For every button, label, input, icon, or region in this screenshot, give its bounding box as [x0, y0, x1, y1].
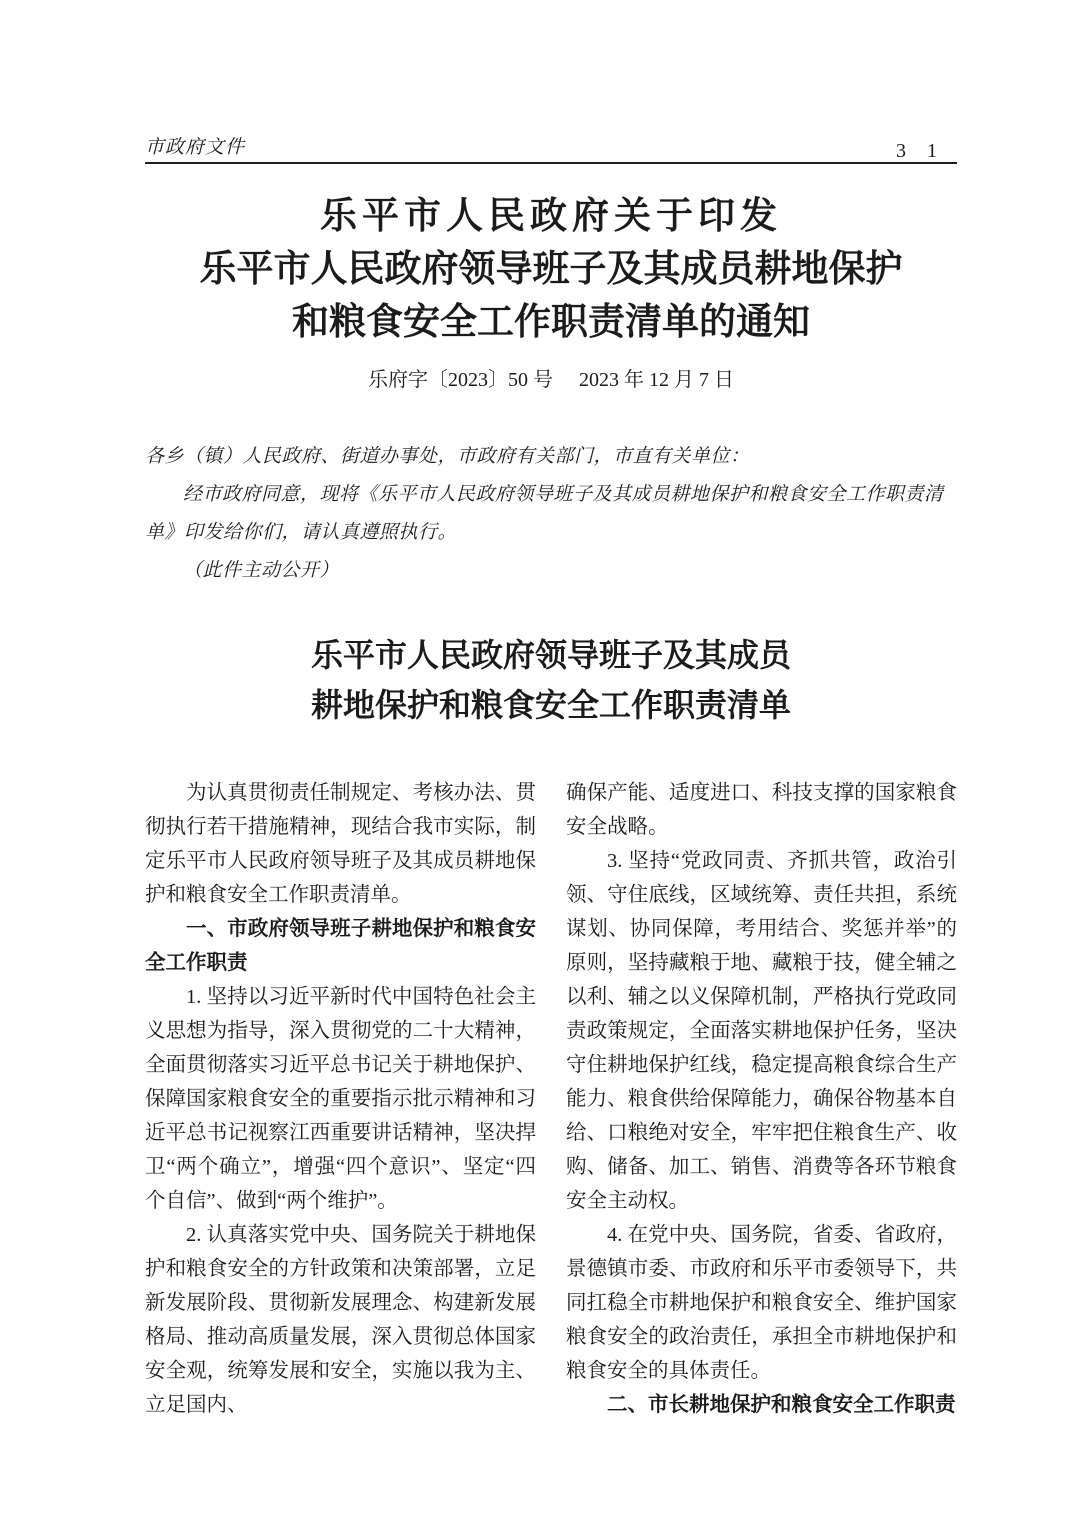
- running-header: [145, 132, 957, 164]
- notice-opening-block: [145, 438, 957, 590]
- issue-date: 2023 年 12 月 7 日: [579, 369, 734, 391]
- paragraph: 为认真贯彻责任制规定、考核办法、贯彻执行若干措施精神，现结合我市实际，制定乐平市人民政府领导班子及其成员耕地保护和粮食安全工作职责清单。: [145, 782, 536, 906]
- attachment-title: [145, 630, 957, 730]
- page-content: [145, 132, 957, 1422]
- paragraph: 3. 坚持“党政同责、齐抓共管，政治引领、守住底线，区域统筹、责任共担，系统谋划、协同保障，考用结合、奖惩并举”的原则，坚持藏粮于地、藏粮于技，健全辅之以利、辅之以义保障机制，严格执行党政同责政策规定，全面落实耕地保护任务，坚决守住耕地保护红线，稳定提高粮食综合生产能力、粮食供给保障能力，确保谷物基本自给、口粮绝对安全，牢牢把住粮食生产、收购、储备、加工、销售、消费等各环节粮食安全主动权。: [566, 850, 957, 1212]
- notice-body-paragraph: 经市政府同意，现将《乐平市人民政府领导班子及其成员耕地保护和粮食安全工作职责清单》印发给你们，请认真遵照执行。: [145, 484, 944, 543]
- salutation: 各乡（镇）人民政府、街道办事处，市政府有关部门，市直有关单位：: [145, 446, 750, 467]
- paragraph: 1. 坚持以习近平新时代中国特色社会主义思想为指导，深入贯彻党的二十大精神，全面贯彻落实习近平总书记关于耕地保护、保障国家粮食安全的重要指示批示精神和习近平总书记视察江西重要讲话精神，坚决捍卫“两个确立”，增强“四个意识”、坚定“四个自信”、做到“两个维护”。: [145, 986, 536, 1212]
- paragraph: 4. 在党中央、国务院，省委、省政府，景德镇市委、市政府和乐平市委领导下，共同扛稳全市耕地保护和粮食安全、维护国家粮食安全的政治责任，承担全市耕地保护和粮食安全的具体责任。: [566, 1224, 957, 1382]
- right-column: [566, 776, 957, 1422]
- paragraph: 2. 认真落实党中央、国务院关于耕地保护和粮食安全的方针政策和决策部署，立足新发展阶段、贯彻新发展理念、构建新发展格局、推动高质量发展，深入贯彻总体国家安全观，统筹发展和安全，实施以我为主、立足国内、: [145, 1224, 536, 1416]
- attachment-title-line-1: 乐平市人民政府领导班子及其成员: [310, 637, 791, 673]
- notice-title-line-3: 和粮食安全工作职责清单的通知: [292, 302, 810, 343]
- publicity-note: （此件主动公开）: [183, 560, 340, 581]
- left-column: [145, 776, 536, 1422]
- doc-number: 乐府字〔2023〕50 号: [368, 369, 553, 391]
- two-column-body: [145, 776, 957, 1422]
- attachment-title-line-2: 耕地保护和粮食安全工作职责清单: [310, 687, 791, 723]
- notice-title-line-1: 乐平市人民政府关于印发: [320, 196, 782, 237]
- doc-type-label: 市政府文件: [145, 137, 246, 158]
- notice-title-line-2: 乐平市人民政府领导班子及其成员耕地保护: [199, 249, 903, 290]
- doc-meta-line: [145, 363, 957, 392]
- section-heading-2: 二、市长耕地保护和粮食安全工作职责: [607, 1393, 956, 1416]
- page-number: 3 1: [896, 140, 945, 162]
- section-heading-1: 一、市政府领导班子耕地保护和粮食安全工作职责: [145, 917, 536, 974]
- notice-title: [145, 190, 957, 349]
- paragraph-continued: 确保产能、适度进口、科技支撑的国家粮食安全战略。: [566, 782, 957, 838]
